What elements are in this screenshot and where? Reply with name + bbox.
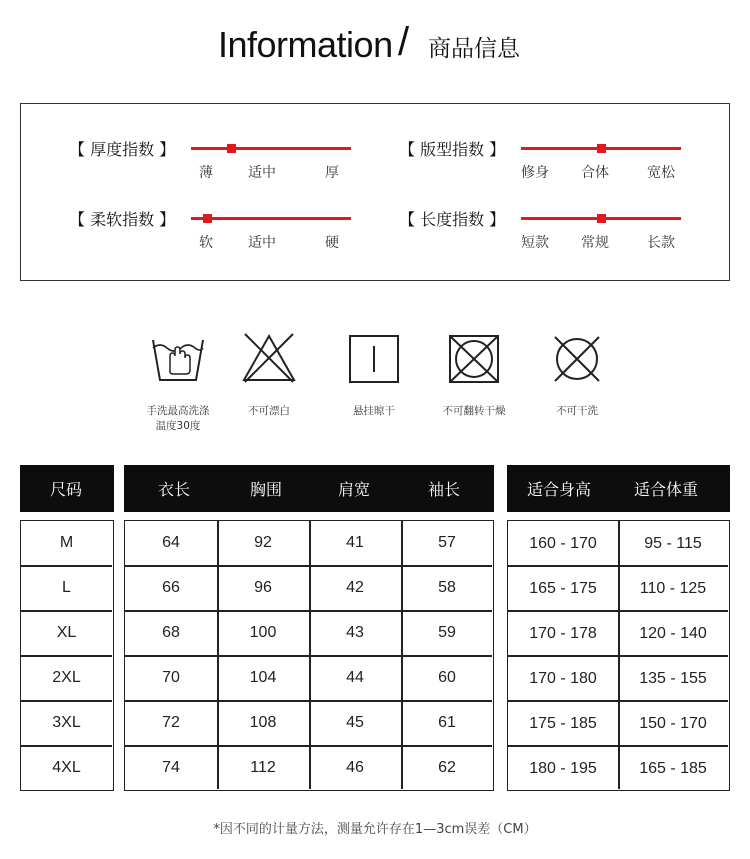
care-hang-dry [346, 330, 402, 417]
footnote: *因不同的计量方法，测量允许存在1—3cm误差（CM） [213, 822, 537, 837]
measure-cell: 74 [162, 759, 180, 776]
index-tick: 短款 [521, 235, 549, 251]
measure-cell: 62 [438, 759, 456, 776]
measure-cell: 100 [249, 624, 277, 641]
measure-cell: 64 [162, 534, 180, 551]
index-marker [203, 214, 212, 223]
index-tick: 合体 [581, 165, 609, 181]
measure-table [124, 520, 494, 791]
measure-cell: 42 [346, 579, 364, 596]
page-title [0, 22, 750, 70]
fit-table [507, 520, 730, 791]
size-cell: 3XL [52, 714, 81, 731]
fit-cell: 95 - 115 [644, 535, 702, 552]
size-cell: XL [56, 624, 77, 641]
index-label: 【 版型指数 】 [399, 140, 506, 159]
index-label: 【 柔软指数 】 [69, 210, 176, 229]
column-header: 尺码 [50, 480, 83, 499]
fit-cell: 165 - 175 [529, 580, 597, 597]
size-cell: L [62, 579, 71, 596]
index-panel [20, 103, 730, 281]
title-chinese: 商品信息 [428, 36, 520, 62]
care-no-dry-clean [549, 330, 605, 417]
fit-cell: 135 - 155 [639, 670, 707, 687]
fit-cell: 165 - 185 [639, 760, 707, 777]
measure-header [124, 465, 494, 512]
index-tick: 适中 [248, 235, 276, 251]
no-dry-clean-icon [549, 330, 605, 386]
care-no-tumble-dry [442, 330, 506, 417]
measure-cell: 60 [438, 669, 456, 686]
column-header: 适合身高 [527, 480, 592, 499]
hang-dry-icon [346, 330, 402, 386]
title-english: Information [218, 24, 393, 65]
measure-cell: 96 [254, 579, 272, 596]
fit-cell: 120 - 140 [639, 625, 707, 642]
index-tick: 软 [199, 235, 213, 251]
column-header: 袖长 [428, 480, 461, 499]
index-tick: 厚 [325, 165, 339, 181]
size-cell: 4XL [52, 759, 81, 776]
fit-cell: 150 - 170 [639, 715, 707, 732]
measure-cell: 104 [249, 669, 277, 686]
column-header: 衣长 [158, 480, 191, 499]
fit-header [507, 465, 730, 512]
care-hand-wash [146, 330, 210, 432]
fit-cell: 160 - 170 [529, 535, 597, 552]
measure-cell: 108 [249, 714, 277, 731]
index-tick: 修身 [521, 165, 549, 181]
index-tick: 长款 [647, 235, 675, 251]
index-bar [191, 217, 351, 220]
measure-cell: 59 [438, 624, 456, 641]
care-no-bleach [241, 330, 297, 417]
index-bar [191, 147, 351, 150]
measure-cell: 72 [162, 714, 180, 731]
care-label: 不可翻转干燥 [442, 405, 506, 417]
hand-wash-icon [150, 330, 206, 386]
index-tick: 薄 [199, 165, 213, 181]
no-tumble-dry-icon [446, 330, 502, 386]
measure-cell: 61 [438, 714, 456, 731]
measure-cell: 68 [162, 624, 180, 641]
column-header: 肩宽 [338, 480, 371, 499]
index-label: 【 厚度指数 】 [69, 140, 176, 159]
index-tick: 常规 [581, 235, 609, 251]
no-bleach-icon [241, 330, 297, 386]
measure-cell: 58 [438, 579, 456, 596]
measure-cell: 66 [162, 579, 180, 596]
measure-cell: 45 [346, 714, 364, 731]
index-label: 【 长度指数 】 [399, 210, 506, 229]
fit-cell: 110 - 125 [639, 580, 707, 597]
size-cell: 2XL [52, 669, 81, 686]
index-tick: 适中 [248, 165, 276, 181]
care-label: 悬挂晾干 [353, 405, 395, 417]
fit-cell: 180 - 195 [529, 760, 597, 777]
index-marker [227, 144, 236, 153]
size-column [20, 520, 114, 791]
measure-cell: 44 [346, 669, 364, 686]
measure-cell: 43 [346, 624, 364, 641]
size-header [20, 465, 114, 512]
index-tick: 宽松 [647, 165, 675, 181]
fit-cell: 170 - 180 [529, 670, 597, 687]
index-tick: 硬 [325, 235, 339, 251]
column-header: 胸围 [250, 480, 283, 499]
measure-cell: 112 [250, 759, 276, 776]
measure-cell: 70 [162, 669, 180, 686]
care-label: 不可干洗 [556, 405, 598, 417]
index-marker [597, 144, 606, 153]
measure-cell: 41 [346, 534, 364, 551]
fit-cell: 175 - 185 [529, 715, 597, 732]
measure-cell: 57 [438, 534, 456, 551]
size-cell: M [59, 534, 74, 551]
care-label: 手洗最高洗涤温度30度 [146, 405, 210, 432]
title-slash: / [398, 20, 410, 64]
care-label: 不可漂白 [248, 405, 290, 417]
index-marker [597, 214, 606, 223]
fit-cell: 170 - 178 [529, 625, 597, 642]
measure-cell: 46 [346, 759, 364, 776]
measure-cell: 92 [254, 534, 272, 551]
column-header: 适合体重 [634, 480, 699, 499]
